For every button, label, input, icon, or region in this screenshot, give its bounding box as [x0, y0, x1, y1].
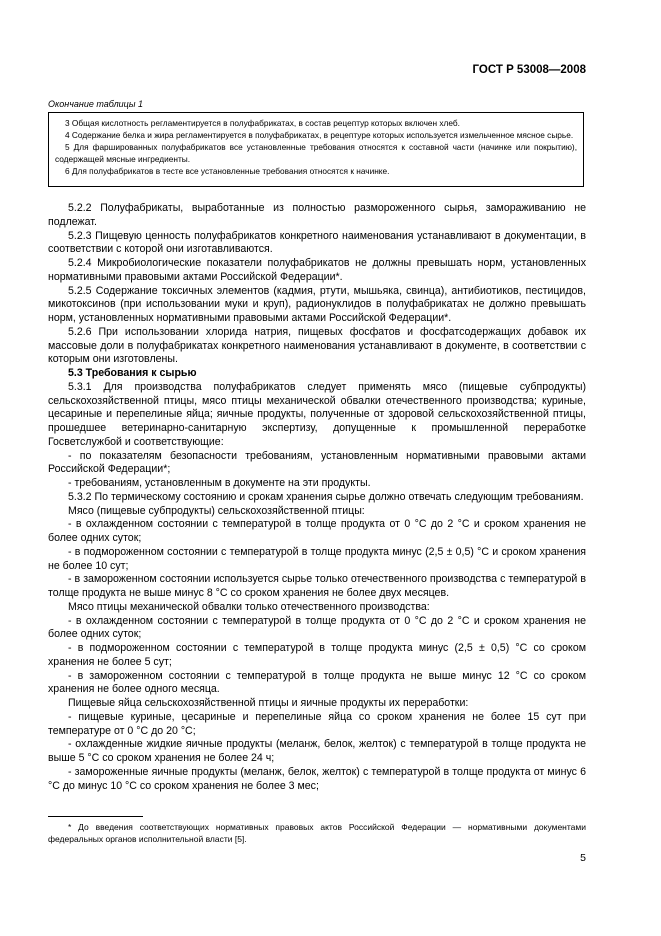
body-text	[48, 202, 586, 793]
list-item: - в подмороженном состоянии с температурой в толще продукта минус (2,5 ± 0,5) °С со сроком хранения не более 5 сут;	[48, 642, 586, 668]
table-note: 6 Для полуфабрикатов в тесте все установленные требования относятся к начинке.	[65, 166, 390, 176]
list-item: - в замороженном состоянии используется сырье только отечественного производства с температурой в толще продукта не выше минус 8 °С со сроком хранения не более двух месяцев.	[48, 573, 586, 599]
document-header: ГОСТ Р 53008—2008	[472, 64, 586, 76]
table-caption: Окончание таблицы 1	[48, 99, 143, 109]
footnote-text: * До введения соответствующих нормативных правовых актов Российской Федерации — нормативными документами федеральных органов исполнительной власти [5].	[48, 822, 586, 844]
list-item: - в охлажденном состоянии с температурой в толще продукта от 0 °С до 2 °С и сроком хранения не более одних суток;	[48, 614, 586, 641]
paragraph-5-3-1: 5.3.1 Для производства полуфабрикатов следует применять мясо (пищевые субпродукты) сельскохозяйственной птицы, мясо птицы механической обвалки отечественного производства; куриные, цесариные и перепелиные яйца; яичные продукты, полученные от здоровой сельскохозяйственной птицы, прошедшее ветеринарно-санитарную экспертизу, допущенные к промышленной переработке Госветслужбой и соответствующие:	[48, 380, 586, 448]
list-item: - в охлажденном состоянии с температурой в толще продукта от 0 °С до 2 °С и сроком хранения не более одних суток;	[48, 518, 586, 544]
paragraph-5-2-6: 5.2.6 При использовании хлорида натрия, пищевых фосфатов и фосфатсодержащих добавок их массовые доли в полуфабрикатах конкретного наименования устанавливают в документе, в соответствии с которым они изготовлены.	[48, 325, 586, 366]
list-item: - пищевые куриные, цесариные и перепелиные яйца со сроком хранения не более 15 сут при температуре от 0 °С до 20 °С;	[48, 710, 586, 737]
paragraph-5-2-5: 5.2.5 Содержание токсичных элементов (кадмия, ртути, мышьяка, свинца), антибиотиков, пестицидов, микотоксинов (при использовании муки и круп), радионуклидов в полуфабрикатах не должно превышать норм, установленных нормативными правовыми актами Российской Федерации*.	[48, 284, 586, 324]
paragraph-5-2-2: 5.2.2 Полуфабрикаты, выработанные из полностью размороженного сырья, замораживанию не подлежат.	[48, 202, 586, 228]
table-notes	[48, 112, 584, 187]
section-heading-5-3: 5.3 Требования к сырью	[68, 367, 197, 379]
paragraph: Мясо птицы механической обвалки только отечественного производства:	[68, 600, 430, 613]
paragraph: Пищевые яйца сельскохозяйственной птицы и яичные продукты их переработки:	[68, 697, 469, 709]
list-item: - замороженные яичные продукты (меланж, белок, желток) с температурой в толще продукта от минус 6 °С до минус 10 °С со сроком хранения не более 3 мес;	[48, 765, 586, 792]
page-number: 5	[580, 852, 586, 864]
paragraph-5-2-4: 5.2.4 Микробиологические показатели полуфабрикатов не должны превышать норм, установленных нормативными правовыми актами Российской Федерации*.	[48, 257, 586, 283]
paragraph-5-2-3: 5.2.3 Пищевую ценность полуфабрикатов конкретного наименования устанавливают в документации, в соответствии с которой они изготавливаются.	[48, 229, 586, 256]
table-note: 3 Общая кислотность регламентируется в полуфабрикатах, в состав рецептур которых включен хлеб.	[65, 118, 460, 128]
list-item: - по показателям безопасности требованиям, установленным нормативными правовыми актами Российской Федерации*;	[48, 449, 586, 476]
footnote-divider	[48, 816, 143, 817]
document-page	[48, 0, 586, 936]
paragraph: Мясо (пищевые субпродукты) сельскохозяйственной птицы:	[68, 504, 365, 517]
list-item: - охлажденные жидкие яичные продукты (меланж, белок, желток) с температурой в толще продукта не выше 5 °С со сроком хранения не более 24 ч;	[48, 738, 586, 764]
list-item: - в замороженном состоянии с температурой в толще продукта не выше минус 12 °С со сроком хранения не более одного месяца.	[48, 669, 586, 696]
paragraph-5-3-2: 5.3.2 По термическому состоянию и срокам хранения сырье должно отвечать следующим требованиям.	[68, 490, 584, 503]
list-item: - в подмороженном состоянии с температурой в толще продукта минус (2,5 ± 0,5) °С и сроком хранения не более 10 сут;	[48, 545, 586, 572]
table-note: 4 Содержание белка и жира регламентируется в полуфабрикатах, в рецептуре которых используется измельченное мясное сырье.	[65, 130, 574, 140]
list-item: - требованиям, установленным в документе на эти продукты.	[68, 477, 371, 489]
footnote	[48, 821, 586, 845]
table-note: 5 Для фаршированных полуфабрикатов все установленные требования относятся к составной части (начинке или покрытию), содержащей мясные ингредиенты.	[55, 142, 577, 164]
